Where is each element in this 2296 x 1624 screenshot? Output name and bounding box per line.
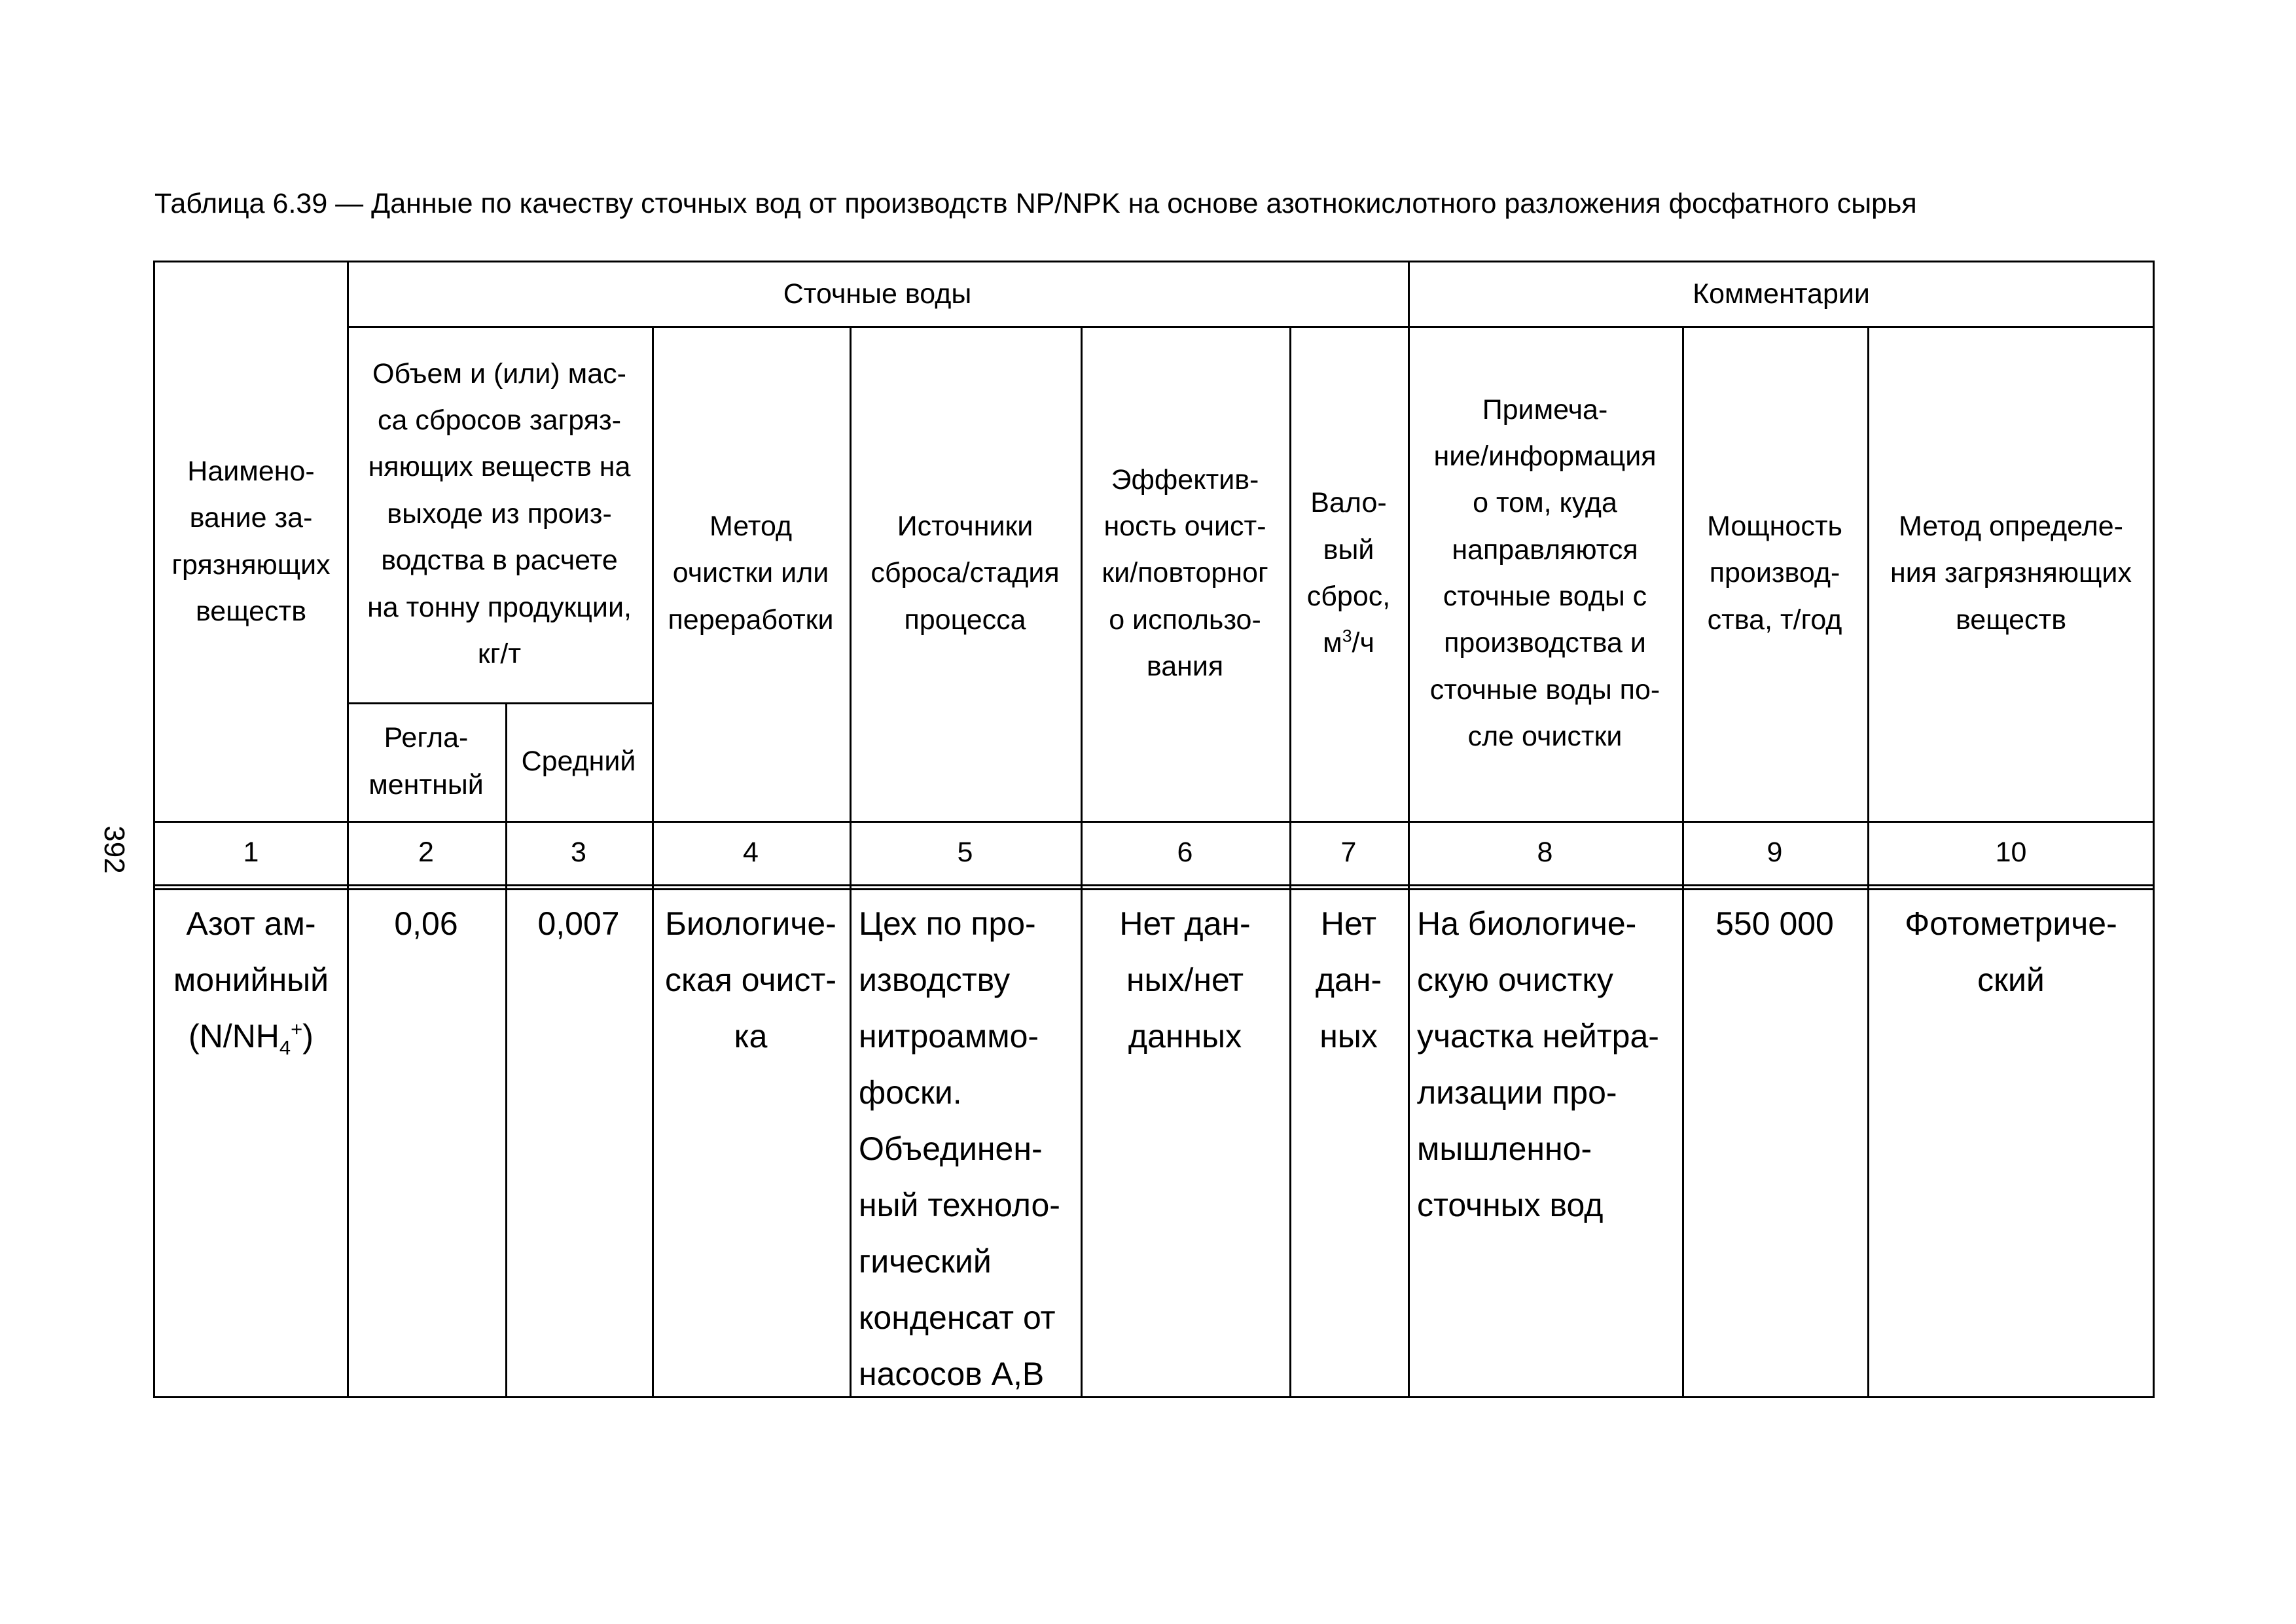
table-row-substance: Азот ам- монийный $(N/NH_4^+)$ [155, 890, 347, 1398]
column-number: 6 [1177, 837, 1193, 868]
header-discharge-source: Источники сброса/стадия процесса [870, 510, 1060, 636]
table-caption: Таблица 6.39 — Данные по качеству сточных вод от производств NP/NPK на основе азотнокислотного разложения фосфатного сырья [154, 188, 1917, 219]
table-cell-capacity: 550 000 [1715, 905, 1834, 942]
column-number: 3 [571, 837, 586, 868]
gross-unit: $м^3/ч$ [1323, 626, 1374, 659]
table-cell-average: 0,007 [537, 905, 620, 942]
substance-formula: $(N/NH_4^+)$ [188, 1017, 314, 1059]
header-discharge-volume: Объем и (или) мас- са сбросов загряз- няющих веществ на выходе из произ- водства в расчете на тонну продукции, кг/т [367, 357, 632, 670]
header-treatment-method: Метод очистки или переработки [668, 510, 834, 636]
column-number: 5 [957, 837, 973, 868]
header-reglament: Регла- ментный [368, 722, 484, 801]
column-number: 10 [1995, 837, 2027, 868]
grid-line [155, 884, 2155, 890]
table-cell-note: На биологиче- скую очистку участка нейтра- лизации про- мышленно- сточных вод [1417, 905, 1659, 1223]
table-cell-source: Цех по про- изводству нитроаммо- фоски. Объединен- ный техноло- гический конденсат от насосов А,В [859, 905, 1060, 1392]
table-cell-method: Биологиче- ская очист- ка [665, 905, 836, 1055]
column-number: 9 [1767, 837, 1783, 868]
header-average: Средний [521, 745, 636, 777]
column-number: 4 [743, 837, 759, 868]
column-number: 1 [243, 837, 259, 868]
header-gross-discharge: Вало- вый сброс, $м^3/ч$ [1289, 326, 1408, 821]
column-number: 7 [1340, 837, 1357, 868]
column-number: 8 [1537, 837, 1553, 868]
table-cell-determination: Фотометриче- ский [1905, 905, 2117, 998]
header-comments: Комментарии [1693, 278, 1870, 310]
column-number: 2 [418, 837, 434, 868]
header-substance-name: Наимено- вание за- грязняющих веществ [171, 455, 331, 627]
table-cell-reglament: 0,06 [394, 905, 458, 942]
header-note: Примеча- ние/информация о том, куда направляются сточные воды с производства и сточные воды по- сле очистки [1429, 393, 1660, 753]
table-cell-gross: Нет дан- ных [1315, 905, 1382, 1055]
header-efficiency: Эффектив- ность очист- ки/повторног о использо- вания [1102, 463, 1268, 683]
header-capacity: Мощность производ- ства, т/год [1707, 510, 1842, 636]
header-wastewater: Сточные воды [783, 278, 972, 310]
header-determination-method: Метод определе- ния загрязняющих веществ [1890, 510, 2132, 636]
page-number: 392 [98, 825, 130, 874]
table-cell-efficiency: Нет дан- ных/нет данных [1119, 905, 1251, 1055]
wastewater-table [153, 261, 2155, 1398]
